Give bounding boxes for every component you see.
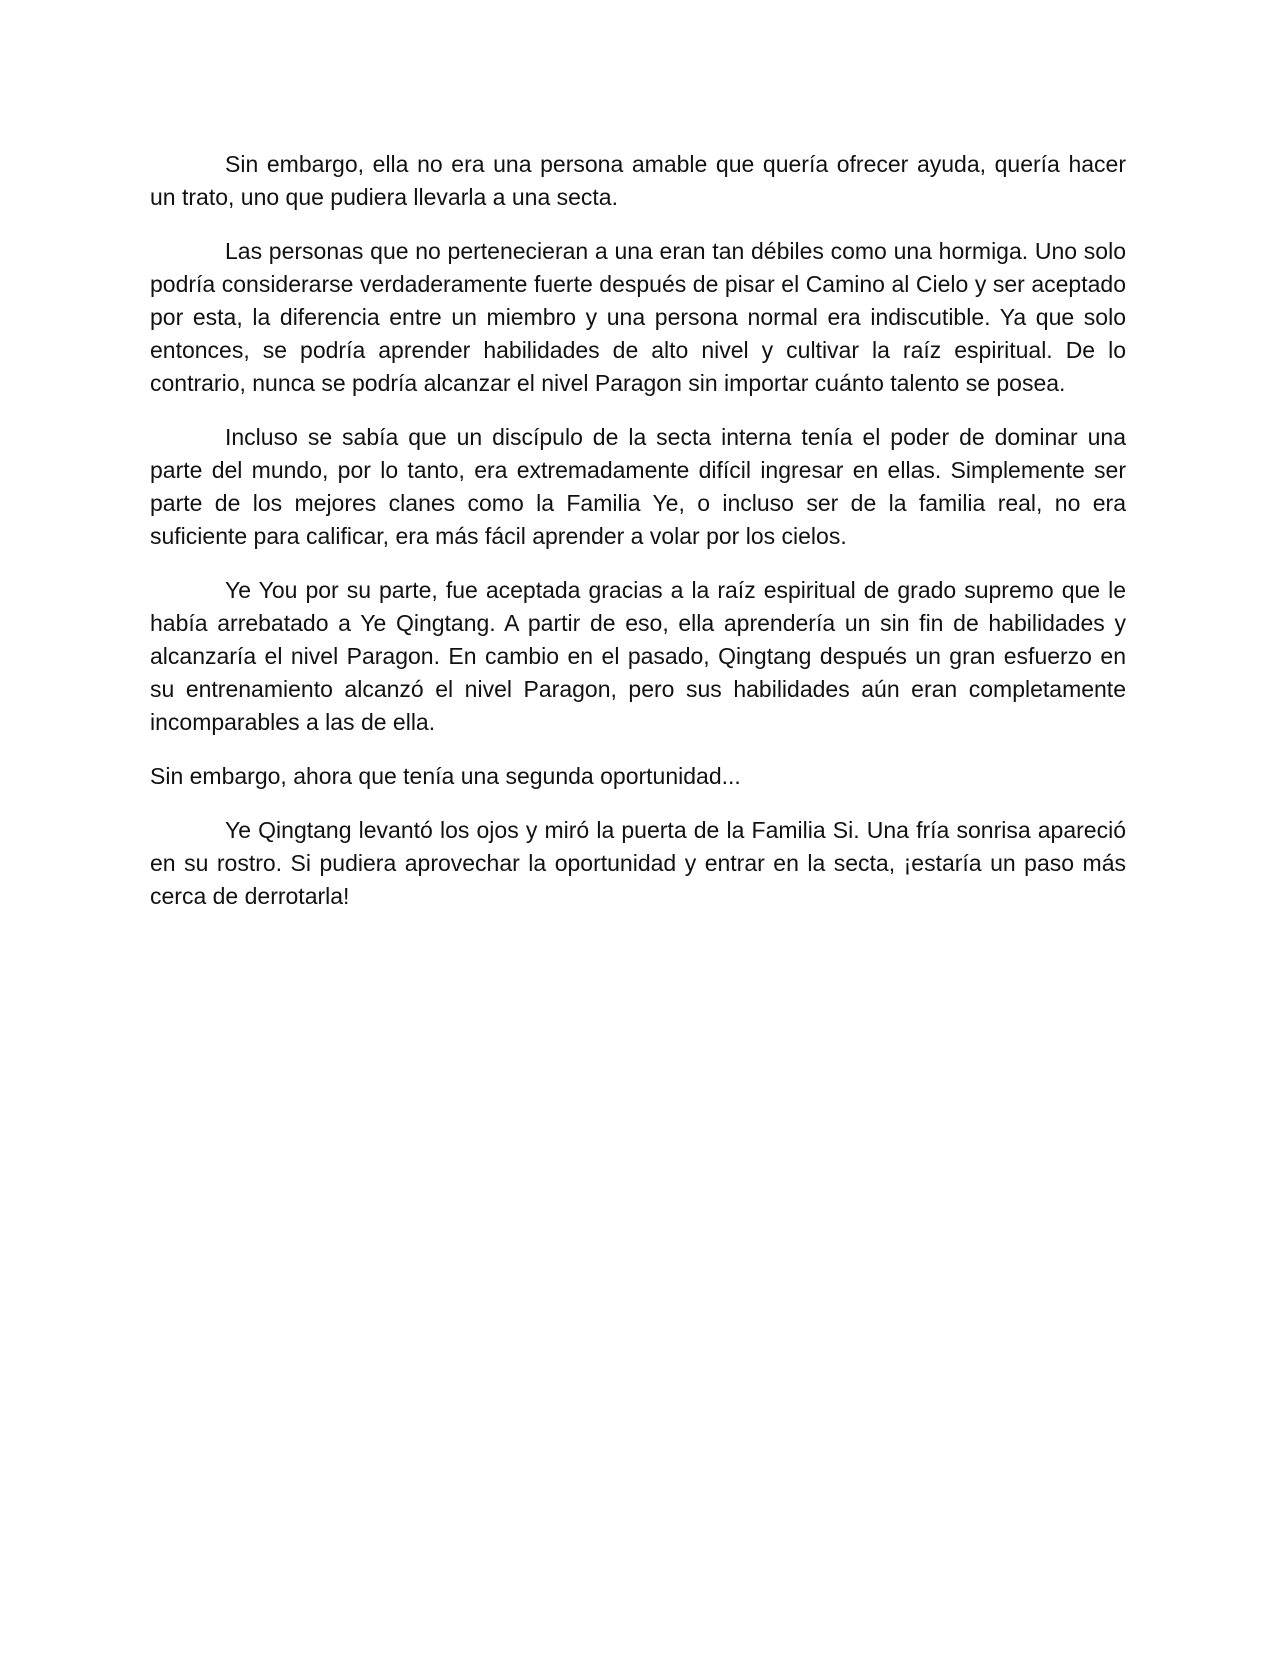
paragraph-6: Ye Qingtang levantó los ojos y miró la puerta de la Familia Si. Una fría sonrisa apareció en su rostro. Si pudiera aprovechar la oportunidad y entrar en la secta, ¡estaría un paso más cerca de derrotarla! [150,817,1126,909]
paragraph-1: Sin embargo, ella no era una persona amable que quería ofrecer ayuda, quería hacer un trato, uno que pudiera llevarla a una secta. [150,151,1126,210]
paragraph-4: Ye You por su parte, fue aceptada gracias a la raíz espiritual de grado supremo que le había arrebatado a Ye Qingtang. A partir de eso, ella aprendería un sin fin de habilidades y alcanzaría el nivel Paragon. En cambio en el pasado, Qingtang después un gran esfuerzo en su entrenamiento alcanzó el nivel Paragon, pero sus habilidades aún eran completamente incomparables a las de ella. [150,577,1126,735]
paragraph-3: Incluso se sabía que un discípulo de la secta interna tenía el poder de dominar una parte del mundo, por lo tanto, era extremadamente difícil ingresar en ellas. Simplemente ser parte de los mejores clanes como la Familia Ye, o incluso ser de la familia real, no era suficiente para calificar, era más fácil aprender a volar por los cielos. [150,424,1126,549]
paragraph-2: Las personas que no pertenecieran a una eran tan débiles como una hormiga. Uno solo podría considerarse verdaderamente fuerte después de pisar el Camino al Cielo y ser aceptado por esta, la diferencia entre un miembro y una persona normal era indiscutible. Ya que solo entonces, se podría aprender habilidades de alto nivel y cultivar la raíz espiritual. De lo contrario, nunca se podría alcanzar el nivel Paragon sin importar cuánto talento se posea. [150,238,1126,396]
paragraph-5: Sin embargo, ahora que tenía una segunda oportunidad... [150,763,741,789]
document-body [150,148,1126,934]
